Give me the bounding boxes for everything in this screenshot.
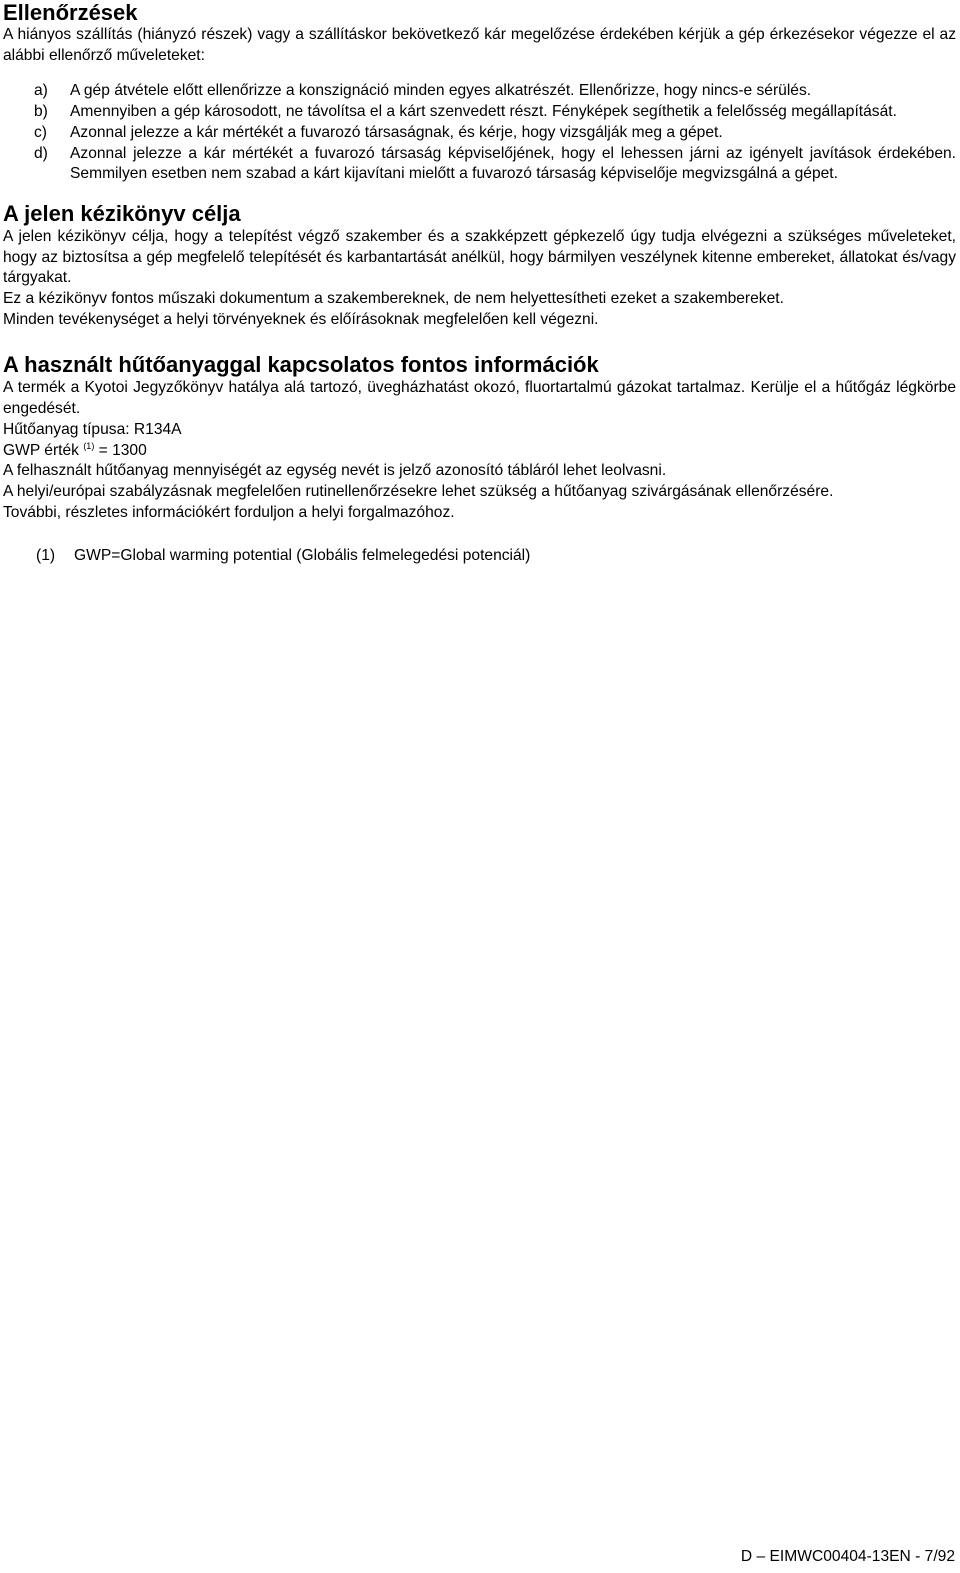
footnote-number: (1) — [36, 547, 56, 565]
section-purpose — [3, 201, 956, 331]
purpose-paragraph-1: A jelen kézikönyv célja, hogy a telepítést végző szakember és a szakképzett gépkezelő úgy tudja elvégezni a szükséges műveleteket, hogy az biztosítsa a gép megfelelő telepítését és karbantartását anélkül, hogy bármilyen veszélynek kitenne embereket, állatokat és/vagy tárgyakat. — [3, 227, 956, 287]
list-item-text: Azonnal jelezze a kár mértékét a fuvarozó társaság képviselőjének, hogy el lehessen járni az igényelt javítások érdekében. Semmilyen esetben nem szabad a kárt kijavítani mielőtt a fuvarozó társaság képviselője megvizsgálná a gépet. — [70, 144, 956, 183]
refrigerant-gwp-line — [3, 441, 956, 462]
purpose-paragraph-2: Ez a kézikönyv fontos műszaki dokumentum a szakembereknek, de nem helyettesítheti ezeket a szakembereket. — [3, 290, 784, 308]
document-page — [3, 0, 956, 567]
list-item-letter: d) — [34, 144, 48, 162]
footnote — [3, 546, 956, 567]
refrigerant-type-line: Hűtőanyag típusa: R134A — [3, 420, 182, 438]
list-item — [3, 123, 956, 144]
gwp-label: GWP érték — [3, 441, 79, 459]
section-refrigerant — [3, 352, 956, 567]
section-checks — [3, 0, 956, 185]
gwp-footnote-ref: (1) — [83, 440, 95, 451]
list-item — [3, 144, 956, 185]
section-title-refrigerant: A használt hűtőanyaggal kapcsolatos fontos információk — [3, 352, 599, 378]
list-item-text: A gép átvétele előtt ellenőrizze a konszignáció minden egyes alkatrészét. Ellenőrizze, hogy nincs-e sérülés. — [70, 82, 812, 100]
refrigerant-paragraph-3: A helyi/európai szabályzásnak megfelelően rutinellenőrzésekre lehet szükség a hűtőanyag szivárgásának ellenőrzésére. — [3, 482, 834, 500]
refrigerant-paragraph-4: További, részletes információkért forduljon a helyi forgalmazóhoz. — [3, 503, 455, 521]
page-footer: D – EIMWC00404-13EN - 7/92 — [740, 1548, 955, 1565]
list-item-letter: c) — [34, 123, 47, 141]
refrigerant-paragraph-2: A felhasznált hűtőanyag mennyiségét az egység nevét is jelző azonosító tábláról lehet leolvasni. — [3, 462, 667, 480]
gwp-value: = 1300 — [94, 441, 147, 459]
list-item-text: Azonnal jelezze a kár mértékét a fuvarozó társaságnak, és kérje, hogy vizsgálják meg a gépet. — [70, 123, 723, 141]
section-title-purpose: A jelen kézikönyv célja — [3, 200, 241, 226]
list-item-letter: a) — [34, 82, 48, 100]
footnote-text: GWP=Global warming potential (Globális felmelegedési potenciál) — [74, 547, 531, 565]
list-item-letter: b) — [34, 103, 48, 121]
list-item — [3, 81, 956, 102]
refrigerant-paragraph-1: A termék a Kyotoi Jegyzőkönyv hatálya alá tartozó, üvegházhatást okozó, fluortartalmú gázokat tartalmaz. Kerülje el a hűtőgáz légkörbe engedését. — [3, 379, 956, 418]
purpose-paragraph-3: Minden tevékenységet a helyi törvényeknek és előírásoknak megfelelően kell végezni. — [3, 310, 599, 328]
list-item — [3, 102, 956, 123]
section-title-checks: Ellenőrzések — [3, 0, 138, 25]
checks-intro: A hiányos szállítás (hiányzó részek) vagy a szállításkor bekövetkező kár megelőzése érdekében kérjük a gép érkezésekor végezze el az alábbi ellenőrző műveleteket: — [3, 26, 956, 64]
list-item-text: Amennyiben a gép károsodott, ne távolítsa el a kárt szenvedett részt. Fényképek segíthetik a felelősség megállapítását. — [70, 103, 897, 121]
checks-list — [3, 81, 956, 185]
